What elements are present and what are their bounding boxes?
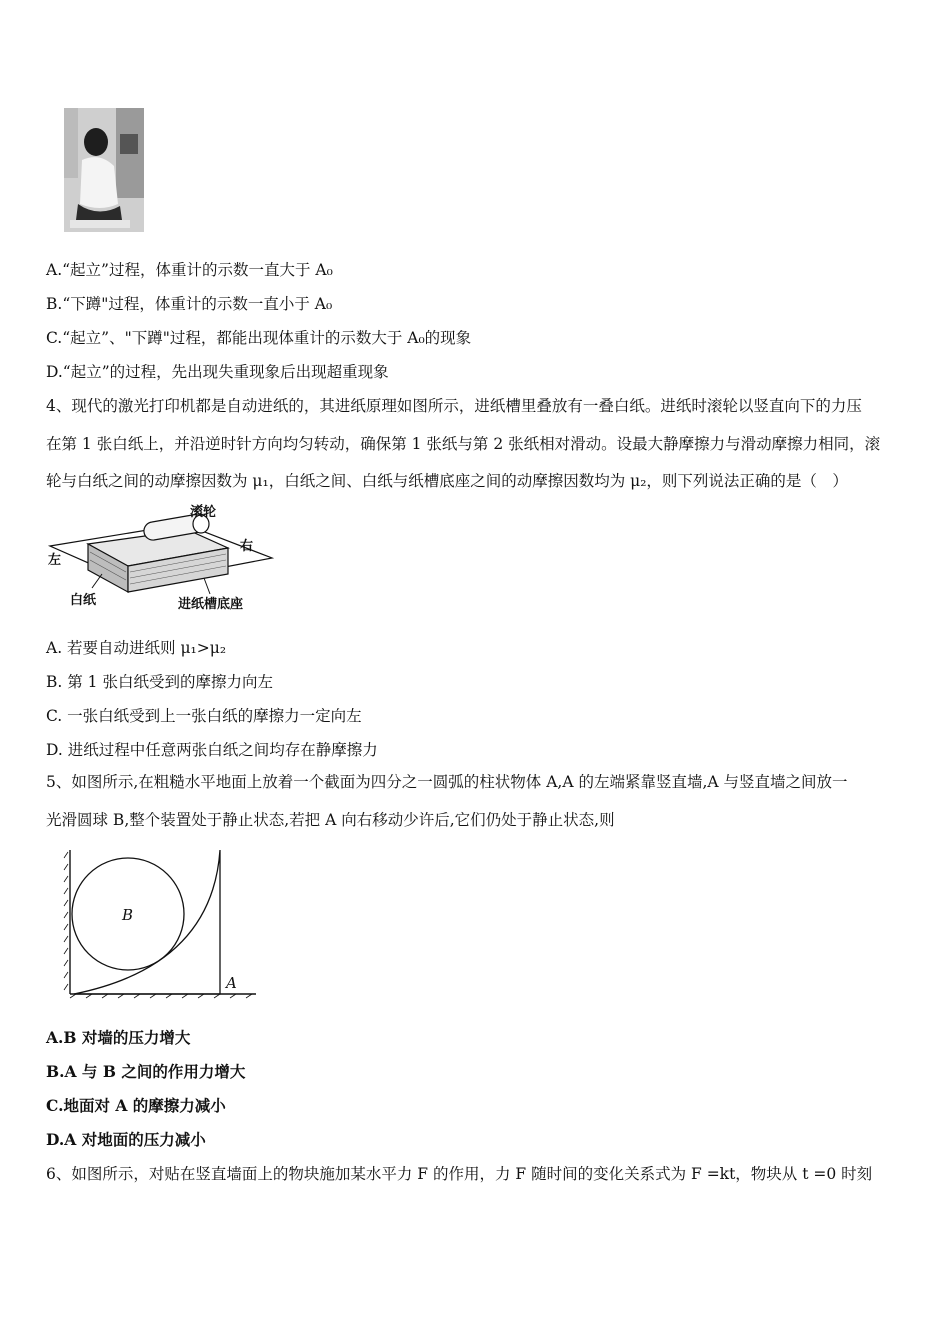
label-roller: 滚轮 <box>190 505 217 520</box>
q4-option-b: B. 第 1 张白纸受到的摩擦力向左 <box>46 673 273 691</box>
q4-option-d: D. 进纸过程中任意两张白纸之间均存在静摩擦力 <box>46 741 378 759</box>
label-block-a: A <box>226 974 237 992</box>
q5-option-d: D.A 对地面的压力减小 <box>46 1130 206 1149</box>
q5-option-a: A.B 对墙的压力增大 <box>46 1028 191 1047</box>
q3-option-c: C.“起立”、"下蹲"过程，都能出现体重计的示数大于 A₀的现象 <box>46 329 472 347</box>
q4-option-a: A. 若要自动进纸则 μ₁>μ₂ <box>46 639 227 657</box>
q3-option-a: A.“起立”过程，体重计的示数一直大于 A₀ <box>46 261 333 279</box>
q5-stem-line-1: 5、如图所示,在粗糙水平地面上放着一个截面为四分之一圆弧的柱状物体 A,A 的左端紧靠竖直墙,A 与竖直墙之间放一 <box>46 773 848 791</box>
q5-option-c: C.地面对 A 的摩擦力减小 <box>46 1096 226 1115</box>
label-left: 左 <box>48 553 62 568</box>
q5-stem-line-2: 光滑圆球 B,整个装置处于静止状态,若把 A 向右移动少许后,它们仍处于静止状态,则 <box>46 811 615 829</box>
q6-stem: 6、如图所示，对贴在竖直墙面上的物块施加某水平力 F 的作用，力 F 随时间的变化关系式为 F =kt，物块从 t =0 时刻 <box>46 1165 873 1183</box>
q3-option-b: B.“下蹲"过程，体重计的示数一直小于 A₀ <box>46 295 333 313</box>
squat-photo <box>64 108 144 232</box>
q5-option-b: B.A 与 B 之间的作用力增大 <box>46 1062 246 1081</box>
q3-option-d: D.“起立”的过程，先出现失重现象后出现超重现象 <box>46 363 389 381</box>
q4-stem-line-1: 4、现代的激光打印机都是自动进纸的，其进纸原理如图所示，进纸槽里叠放有一叠白纸。进纸时滚轮以竖直向下的力压 <box>46 397 862 415</box>
label-paper: 白纸 <box>70 593 97 608</box>
label-ball-b: B <box>122 906 134 924</box>
paper-feed-figure <box>44 504 274 620</box>
q4-stem-line-2: 在第 1 张白纸上，并沿逆时针方向均匀转动，确保第 1 张纸与第 2 张纸相对滑动。设最大静摩擦力与滑动摩擦力相同，滚 <box>46 435 881 453</box>
q4-stem-line-3: 轮与白纸之间的动摩擦因数为 μ₁，白纸之间、白纸与纸槽底座之间的动摩擦因数均为 μ₂，则下列说法正确的是（ ） <box>46 472 848 490</box>
label-right: 右 <box>240 539 254 554</box>
q4-option-c: C. 一张白纸受到上一张白纸的摩擦力一定向左 <box>46 707 362 725</box>
wall-ball-block-figure <box>62 848 258 1000</box>
label-base: 进纸槽底座 <box>178 597 244 612</box>
